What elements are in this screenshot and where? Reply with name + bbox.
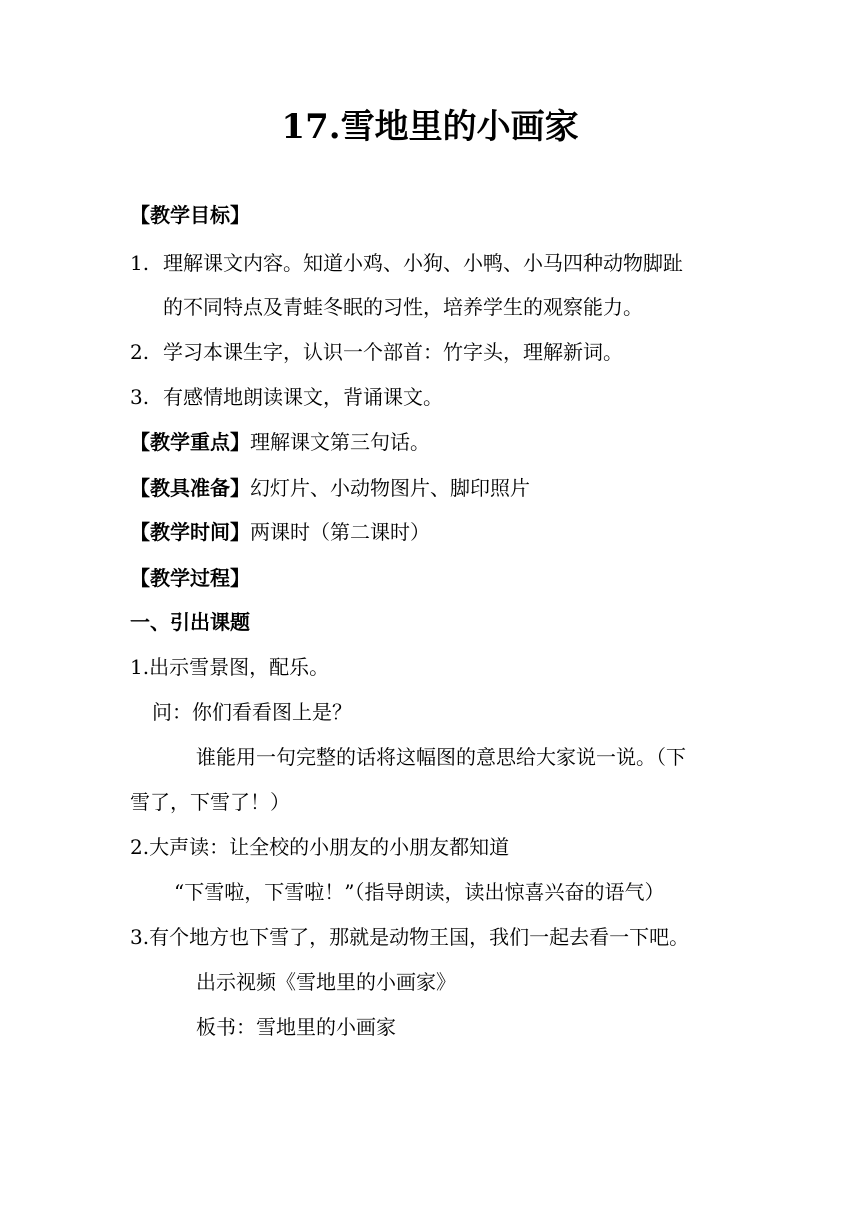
key-point-row [130,427,430,457]
section-1-heading: 一、引出课题 [130,610,250,634]
objective-2-text: 学习本课生字，认识一个部首：竹字头，理解新词。 [163,340,623,364]
question-2-line-2: 雪了，下雪了！） [130,790,290,814]
objective-1-number: 1. [130,251,150,275]
step-3-text: 3.有个地方也下雪了，那就是动物王国，我们一起去看一下吧。 [130,925,690,949]
time-text: 两课时（第二课时） [250,520,430,544]
key-point-text: 理解课文第三句话。 [250,430,430,454]
objective-3-text: 有感情地朗读课文，背诵课文。 [163,385,443,409]
materials-row [130,473,530,503]
question-1-text: 问：你们看看图上是？ [152,700,352,724]
step-3-video: 出示视频《雪地里的小画家》 [196,970,456,994]
page-title: 17.雪地里的小画家 [281,107,579,147]
objectives-heading: 【教学目标】 [130,203,250,227]
materials-text: 幻灯片、小动物图片、脚印照片 [250,476,530,500]
objective-3-number: 3. [130,385,150,409]
materials-label: 【教具准备】 [130,476,250,500]
time-row [130,517,430,547]
objective-2-number: 2. [130,340,150,364]
step-2-quote: “下雪啦，下雪啦！”（指导朗读，读出惊喜兴奋的语气） [174,880,665,904]
objective-1-line-2: 的不同特点及青蛙冬眠的习性，培养学生的观察能力。 [163,295,643,319]
process-heading: 【教学过程】 [130,566,250,590]
question-2-line-1: 谁能用一句完整的话将这幅图的意思给大家说一说。（下 [196,745,686,769]
time-label: 【教学时间】 [130,520,250,544]
key-point-label: 【教学重点】 [130,430,250,454]
objective-1-line-1: 理解课文内容。知道小鸡、小狗、小鸭、小马四种动物脚趾 [163,251,683,275]
step-3-board: 板书：雪地里的小画家 [196,1015,396,1039]
step-1-text: 1.出示雪景图，配乐。 [130,655,330,679]
step-2-text: 2.大声读：让全校的小朋友的小朋友都知道 [130,835,510,859]
